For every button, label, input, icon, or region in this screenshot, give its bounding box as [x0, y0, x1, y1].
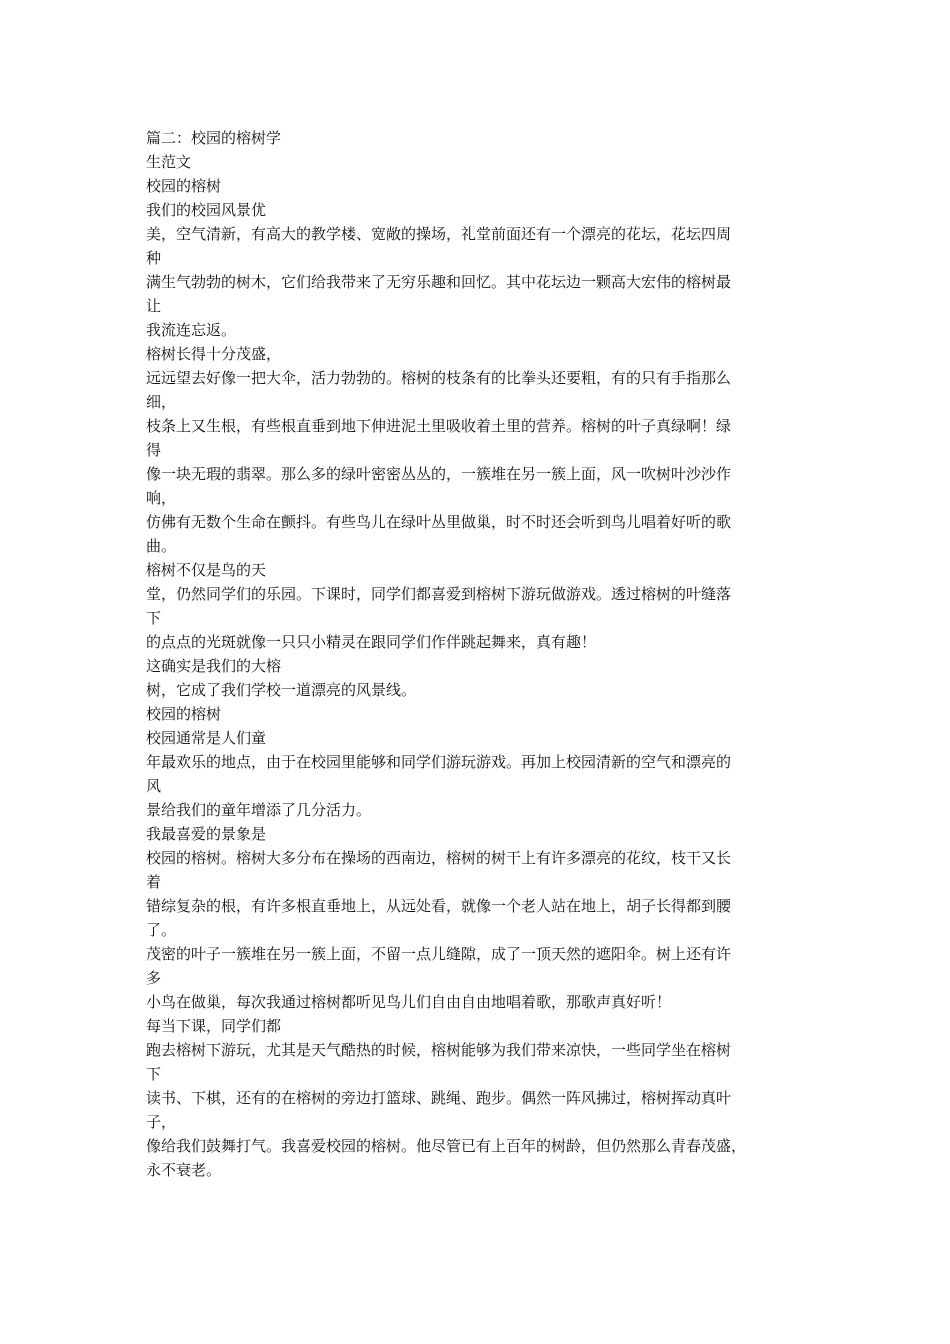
text-line: 小鸟在做巢，每次我通过榕树都听见鸟儿们自由自由地唱着歌，那歌声真好听！ — [146, 993, 672, 1011]
text-line: 子， — [146, 1113, 177, 1131]
text-line: 茂密的叶子一簇堆在另一簇上面，不留一点儿缝隙，成了一顶天然的遮阳伞。树上还有许 — [146, 945, 732, 963]
text-line: 着 — [146, 873, 162, 891]
text-line: 让 — [146, 297, 162, 315]
text-line: 枝条上又生根，有些根直垂到地下伸进泥土里吸收着土里的营养。榕树的叶子真绿啊！绿 — [146, 417, 732, 435]
text-line: 校园的榕树。榕树大多分布在操场的西南边，榕树的树干上有许多漂亮的花纹，枝干又长 — [146, 849, 732, 867]
text-line: 曲。 — [146, 537, 177, 555]
text-line: 我流连忘返。 — [146, 321, 237, 339]
text-line: 的点点的光斑就像一只只小精灵在跟同学们作伴跳起舞来，真有趣！ — [146, 633, 597, 651]
text-line: 响， — [146, 489, 177, 507]
text-line: 我们的校园风景优 — [146, 201, 267, 219]
text-line: 像一块无瑕的翡翠。那么多的绿叶密密丛丛的，一簇堆在另一簇上面，风一吹树叶沙沙作 — [146, 465, 732, 483]
text-line: 校园通常是人们童 — [146, 729, 267, 747]
text-line: 年最欢乐的地点，由于在校园里能够和同学们游玩游戏。再加上校园清新的空气和漂亮的 — [146, 753, 732, 771]
text-line: 永不衰老。 — [146, 1161, 222, 1179]
title-line: 篇二：校园的榕树学 — [146, 129, 282, 147]
text-line: 错综复杂的根，有许多根直垂地上，从远处看，就像一个老人站在地上，胡子长得都到腰 — [146, 897, 732, 915]
text-line: 像给我们鼓舞打气。我喜爱校园的榕树。他尽管已有上百年的树龄，但仍然那么青春茂盛， — [146, 1137, 747, 1155]
text-line: 得 — [146, 441, 162, 459]
document-body — [146, 126, 816, 1182]
text-line: 远远望去好像一把大伞，活力勃勃的。榕树的枝条有的比拳头还要粗，有的只有手指那么 — [146, 369, 732, 387]
text-line: 下 — [146, 1065, 162, 1083]
text-line: 风 — [146, 777, 162, 795]
text-line: 读书、下棋，还有的在榕树的旁边打篮球、跳绳、跑步。偶然一阵风拂过，榕树挥动真叶 — [146, 1089, 732, 1107]
text-line: 种 — [146, 249, 162, 267]
text-line: 景给我们的童年增添了几分活力。 — [146, 801, 372, 819]
text-line: 下 — [146, 609, 162, 627]
section-heading: 校园的榕树 — [146, 705, 222, 723]
text-line: 榕树不仅是鸟的天 — [146, 561, 267, 579]
text-line: 满生气勃勃的树木，它们给我带来了无穷乐趣和回忆。其中花坛边一颗高大宏伟的榕树最 — [146, 273, 732, 291]
text-line: 仿佛有无数个生命在颤抖。有些鸟儿在绿叶丛里做巢，时不时还会听到鸟儿唱着好听的歌 — [146, 513, 732, 531]
text-line: 我最喜爱的景象是 — [146, 825, 267, 843]
text-line: 树，它成了我们学校一道漂亮的风景线。 — [146, 681, 417, 699]
text-line: 榕树长得十分茂盛， — [146, 345, 282, 363]
text-line: 细， — [146, 393, 177, 411]
text-line: 每当下课，同学们都 — [146, 1017, 282, 1035]
text-line: 这确实是我们的大榕 — [146, 657, 282, 675]
text-line: 跑去榕树下游玩，尤其是天气酷热的时候，榕树能够为我们带来凉快，一些同学坐在榕树 — [146, 1041, 732, 1059]
text-line: 了。 — [146, 921, 177, 939]
text-line: 多 — [146, 969, 162, 987]
text-line: 堂，仍然同学们的乐园。下课时，同学们都喜爱到榕树下游玩做游戏。透过榕树的叶缝落 — [146, 585, 732, 603]
text-line: 美，空气清新，有高大的教学楼、宽敞的操场，礼堂前面还有一个漂亮的花坛，花坛四周 — [146, 225, 732, 243]
section-heading: 校园的榕树 — [146, 177, 222, 195]
title-line: 生范文 — [146, 153, 192, 171]
